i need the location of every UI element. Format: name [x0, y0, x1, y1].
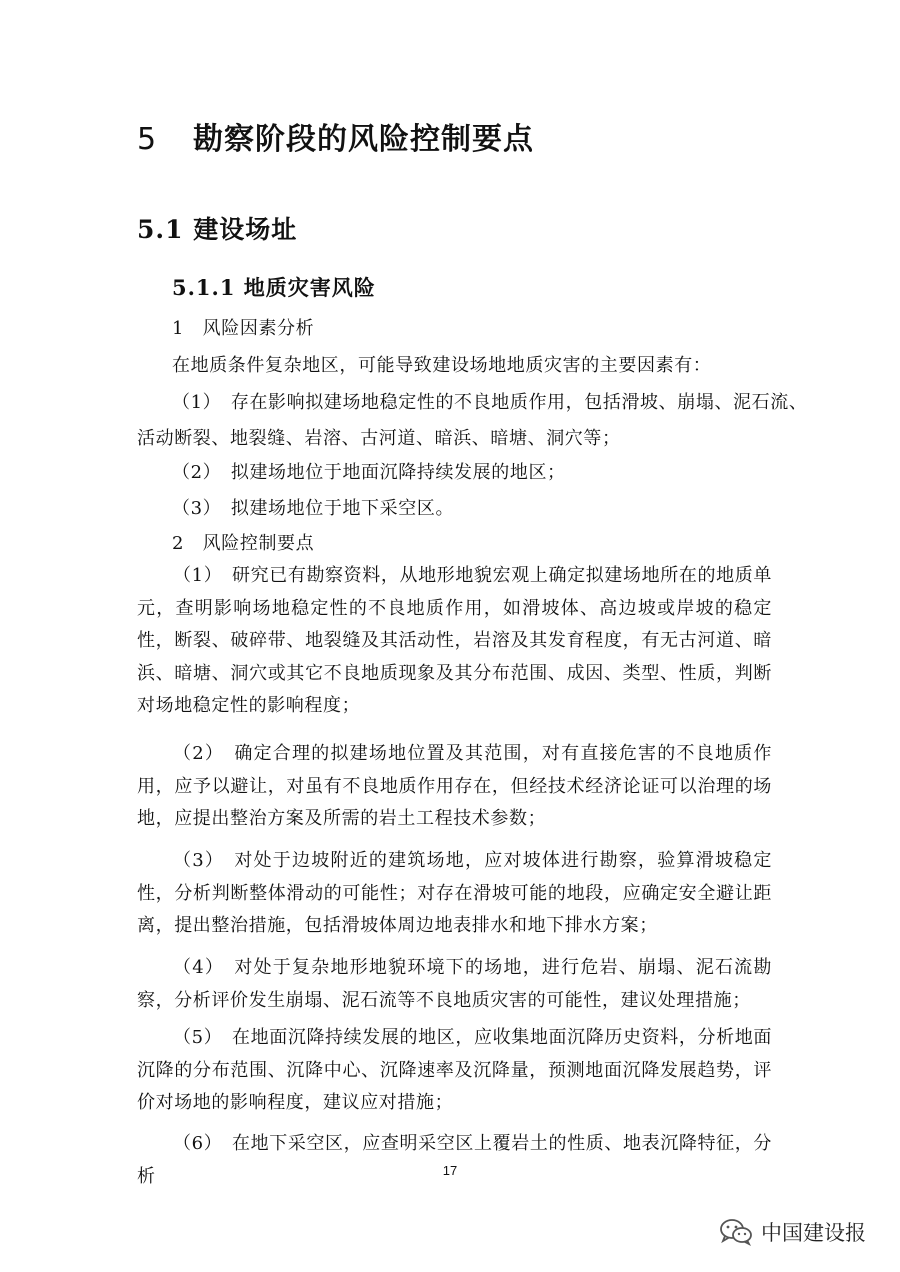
control-point-6: （6） 在地下采空区，应查明采空区上覆岩土的性质、地表沉降特征，分析 — [137, 1133, 772, 1187]
risk-item-2: （2） 拟建场地位于地面沉降持续发展的地区； — [172, 462, 566, 483]
chapter-heading — [137, 114, 534, 158]
control-point-2: （2） 确定合理的拟建场地位置及其范围，对有直接危害的不良地质作用，应予以避让，对虽有不良地质作用存在，但经技术经济论证可以治理的场地，应提出整治方案及所需的岩土工程技术参数； — [137, 743, 772, 829]
part1-intro: 在地质条件复杂地区，可能导致建设场地地质灾害的主要因素有： — [172, 355, 712, 376]
part2-heading: 2 风险控制要点 — [172, 533, 315, 554]
control-point-1: （1） 研究已有勘察资料，从地形地貌宏观上确定拟建场地所在的地质单元，查明影响场地稳定性的不良地质作用，如滑坡体、高边坡或岸坡的稳定性，断裂、破碎带、地裂缝及其活动性，岩溶及其发育程度，有无古河道、暗浜、暗塘、洞穴或其它不良地质现象及其分布范围、成因、类型、性质，判断对场地稳定性的影响程度； — [137, 565, 772, 716]
control-point-4: （4） 对处于复杂地形地貌环境下的场地，进行危岩、崩塌、泥石流勘察，分析评价发生崩塌、泥石流等不良地质灾害的可能性，建议处理措施； — [137, 957, 772, 1011]
watermark-footer — [719, 1217, 866, 1247]
risk-item-3: （3） 拟建场地位于地下采空区。 — [172, 498, 455, 519]
control-point-3: （3） 对处于边坡附近的建筑场地，应对坡体进行勘察，验算滑坡稳定性，分析判断整体滑动的可能性；对存在滑坡可能的地段，应确定安全避让距离，提出整治措施，包括滑坡体周边地表排水和地下排水方案； — [137, 850, 772, 936]
page-number: 17 — [442, 1163, 458, 1178]
risk-item-1: （1） 存在影响拟建场地稳定性的不良地质作用，包括滑坡、崩塌、泥石流、 — [172, 392, 808, 413]
subsection-heading: 5.1.1 地质灾害风险 — [172, 275, 376, 300]
part1-heading: 1 风险因素分析 — [172, 318, 315, 339]
section-heading: 5.1 建设场址 — [137, 215, 298, 244]
account-name: 中国建设报 — [761, 1221, 866, 1245]
control-point-5: （5） 在地面沉降持续发展的地区，应收集地面沉降历史资料，分析地面沉降的分布范围、沉降中心、沉降速率及沉降量，预测地面沉降发展趋势，评价对场地的影响程度，建议应对措施； — [137, 1027, 772, 1113]
chapter-number: 5 — [137, 122, 158, 157]
wechat-icon — [719, 1218, 753, 1246]
risk-item-1-cont: 活动断裂、地裂缝、岩溶、古河道、暗浜、暗塘、洞穴等； — [137, 428, 621, 449]
chapter-title: 勘察阶段的风险控制要点 — [193, 122, 534, 157]
